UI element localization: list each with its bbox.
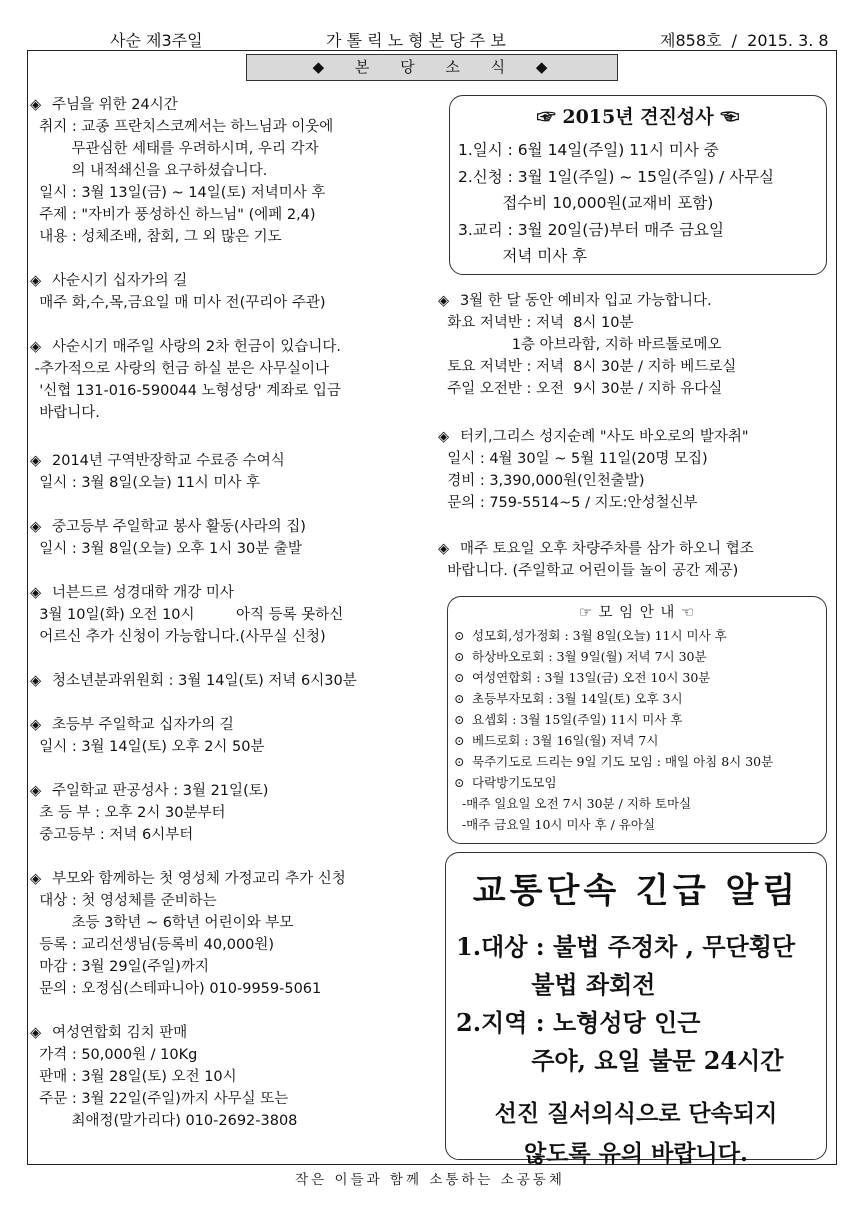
circle-bullet-icon: ⊙ — [454, 733, 465, 748]
meeting-item — [454, 646, 826, 667]
notice-line: 무관심한 세태를 우려하시며, 우리 각자 — [30, 141, 319, 157]
notice-title: 사순시기 십자가의 길 — [52, 273, 188, 289]
confirmation-line: 저녁 미사 후 — [458, 247, 588, 265]
notice-line: 내용 : 성체조배, 참회, 그 외 많은 기도 — [30, 229, 282, 245]
notice-title: 매주 토요일 오후 차량주차를 삼가 하오니 협조 — [460, 541, 754, 557]
notice-s3 — [30, 336, 450, 424]
notice-line: 문의 : 오정심(스테파니아) 010-9959-5061 — [30, 981, 322, 997]
notice-line: -추가적으로 사랑의 헌금 하실 분은 사무실이나 — [30, 361, 330, 377]
notice-line: 바랍니다. (주일학교 어린이들 놀이 공간 제공) — [438, 563, 739, 579]
confirmation-line: 3.교리 : 3월 20일(금)부터 매주 금요일 — [458, 220, 725, 239]
notice-line: 매주 화,수,목,금요일 매 미사 전(꾸리아 주관) — [30, 295, 326, 311]
notice-line: 중고등부 : 저녁 6시부터 — [30, 827, 194, 843]
notice-line: 일시 : 3월 13일(금) ~ 14일(토) 저녁미사 후 — [30, 185, 326, 201]
footer-slogan: 작은 이들과 함께 소통하는 소공동체 — [295, 1172, 565, 1188]
notice-title-row — [30, 670, 450, 692]
notice-line: 토요 저녁반 : 저녁 8시 30분 / 지하 베드로실 — [438, 359, 737, 375]
notice-line: 화요 저녁반 : 저녁 8시 10분 — [438, 315, 634, 331]
notice-title-row — [30, 780, 450, 802]
notice-s6 — [30, 582, 450, 648]
notice-line: 일시 : 3월 14일(토) 오후 2시 50분 — [30, 739, 265, 755]
notice-title-row — [438, 426, 838, 448]
meeting-box — [447, 596, 827, 844]
meeting-item-text: 다락방기도모임 — [472, 775, 557, 790]
notice-line: 등록 : 교리선생님(등록비 40,000원) — [30, 937, 275, 953]
meeting-item-text: 묵주기도로 드리는 9일 기도 모임 : 매일 아침 8시 30분 — [472, 754, 774, 769]
notice-line: 어르신 추가 신청이 가능합니다.(사무실 신청) — [30, 629, 326, 645]
meeting-item — [454, 667, 826, 688]
header-center: 가 톨 릭 노 형 본 당 주 보 — [326, 31, 506, 50]
circle-bullet-icon: ⊙ — [454, 775, 465, 790]
meeting-item — [454, 751, 826, 772]
circle-bullet-icon: ⊙ — [454, 754, 465, 769]
meeting-item-text: 초등부자모회 : 3월 14일(토) 오후 3시 — [472, 691, 683, 706]
notice-line: 일시 : 4월 30일 ~ 5월 11일(20명 모집) — [438, 451, 708, 467]
notice-line: 최애정(말가리다) 010-2692-3808 — [30, 1113, 298, 1129]
meeting-item-text: 요셉회 : 3월 15일(주일) 11시 미사 후 — [472, 712, 683, 727]
notice-title-row — [30, 1022, 450, 1044]
notice-s4 — [30, 450, 450, 494]
notice-title: 주님을 위한 24시간 — [52, 97, 178, 113]
notice-line: 주제 : "자비가 풍성하신 하느님" (에페 2,4) — [30, 207, 316, 223]
confirmation-line: 접수비 10,000원(교재비 포함) — [458, 194, 714, 212]
notice-r2 — [438, 426, 838, 514]
notice-s9 — [30, 780, 450, 846]
meeting-item-text: 성모회,성가정회 : 3월 8일(오늘) 11시 미사 후 — [472, 628, 727, 643]
notice-line: 마감 : 3월 29일(주일)까지 — [30, 959, 209, 975]
notice-title: 초등부 주일학교 십자가의 길 — [52, 717, 234, 733]
notice-title-row — [438, 538, 838, 560]
alert-line: 주야, 요일 불문 24시간 — [456, 1046, 784, 1075]
meeting-item-text: 하상바오로회 : 3월 9일(월) 저녁 7시 30분 — [472, 649, 707, 664]
notice-r1 — [438, 290, 838, 400]
meeting-sub-item: -매주 금요일 10시 미사 후 / 유아실 — [454, 817, 656, 832]
notice-line: 주문 : 3월 22일(주일)까지 사무실 또는 — [30, 1091, 289, 1107]
diamond-bullet-icon: ◈ — [30, 1025, 42, 1041]
notice-title-row — [30, 516, 450, 538]
notice-s10 — [30, 868, 450, 1000]
diamond-bullet-icon: ◈ — [30, 97, 42, 113]
notice-title: 사순시기 매주일 사랑의 2차 헌금이 있습니다. — [52, 339, 342, 355]
meeting-item — [454, 772, 826, 793]
notice-line: '신협 131-016-590044 노형성당' 계좌로 입금 — [30, 383, 341, 399]
diamond-bullet-icon: ◈ — [438, 541, 450, 557]
notice-line: 대상 : 첫 영성체를 준비하는 — [30, 893, 217, 909]
notice-line: 가격 : 50,000원 / 10Kg — [30, 1047, 198, 1063]
notice-title: 너븐드르 성경대학 개강 미사 — [52, 585, 234, 601]
notice-title: 청소년분과위원회 : 3월 14일(토) 저녁 6시30분 — [52, 673, 357, 689]
notice-line: 경비 : 3,390,000원(인천출발) — [438, 473, 645, 489]
meeting-item — [454, 625, 826, 646]
notice-title-row — [30, 270, 450, 292]
notice-line: 문의 : 759-5514~5 / 지도:안성철신부 — [438, 495, 698, 511]
notice-s8 — [30, 714, 450, 758]
notice-s7 — [30, 670, 450, 692]
alert-line: 2.지역 : 노형성당 인근 — [456, 1008, 701, 1037]
circle-bullet-icon: ⊙ — [454, 649, 465, 664]
notice-s1 — [30, 94, 450, 248]
circle-bullet-icon: ⊙ — [454, 670, 465, 685]
notice-s11 — [30, 1022, 450, 1132]
alert-title: 교통단속 긴급 알림 — [472, 871, 800, 911]
circle-bullet-icon: ⊙ — [454, 628, 465, 643]
diamond-bullet-icon: ◈ — [30, 871, 42, 887]
notice-s5 — [30, 516, 450, 560]
diamond-bullet-icon: ◈ — [438, 429, 450, 445]
notice-line: 1층 아브라함, 지하 바르톨로메오 — [438, 337, 722, 353]
section-title-bar: ◆ 본 당 소 식 ◆ — [246, 54, 618, 81]
meeting-item-text: 여성연합회 : 3월 13일(금) 오전 10시 30분 — [472, 670, 711, 685]
notice-title-row — [438, 290, 838, 312]
notice-s2 — [30, 270, 450, 314]
diamond-bullet-icon: ◈ — [30, 585, 42, 601]
diamond-bullet-icon: ◈ — [30, 519, 42, 535]
notice-line: 초 등 부 : 오후 2시 30분부터 — [30, 805, 226, 821]
notice-title-row — [30, 336, 450, 358]
notice-title-row — [30, 714, 450, 736]
notice-title-row — [30, 582, 450, 604]
notice-line: 의 내적쇄신을 요구하셨습니다. — [30, 163, 268, 179]
notice-title: 여성연합회 김치 판매 — [52, 1025, 188, 1041]
notice-line: 일시 : 3월 8일(오늘) 11시 미사 후 — [30, 475, 261, 491]
meeting-item — [454, 709, 826, 730]
notice-line: 일시 : 3월 8일(오늘) 오후 1시 30분 출발 — [30, 541, 302, 557]
notice-title: 주일학교 판공성사 : 3월 21일(토) — [52, 783, 269, 799]
notice-title-row — [30, 450, 450, 472]
meeting-title: ☞ 모 임 안 내 ☜ — [578, 605, 696, 621]
meeting-item-text: 베드로회 : 3월 16일(월) 저녁 7시 — [472, 733, 659, 748]
notice-title: 부모와 함께하는 첫 영성체 가정교리 추가 신청 — [52, 871, 346, 887]
notice-line: 취지 : 교종 프란치스코께서는 하느님과 이웃에 — [30, 119, 334, 135]
alert-closing-line: 선진 질서의식으로 단속되지 — [494, 1100, 778, 1127]
confirmation-line: 2.신청 : 3월 1일(주일) ~ 15일(주일) / 사무실 — [458, 167, 775, 186]
meeting-item — [454, 688, 826, 709]
meeting-sub-item: -매주 일요일 오전 7시 30분 / 지하 토마실 — [454, 796, 692, 811]
notice-line: 바랍니다. — [30, 405, 100, 421]
confirmation-line: 1.일시 : 6월 14일(주일) 11시 미사 중 — [458, 141, 719, 159]
notice-line: 3월 10일(화) 오전 10시 아직 등록 못하신 — [30, 607, 344, 623]
circle-bullet-icon: ⊙ — [454, 712, 465, 727]
notice-title-row — [30, 94, 450, 116]
alert-line: 1.대상 : 불법 주정차 , 무단횡단 — [456, 932, 796, 961]
notice-title: 3월 한 달 동안 예비자 입교 가능합니다. — [460, 293, 712, 309]
notice-line: 초등 3학년 ~ 6학년 어린이와 부모 — [30, 915, 294, 931]
diamond-bullet-icon: ◈ — [30, 339, 42, 355]
header-left: 사순 제3주일 — [110, 31, 203, 50]
alert-closing-line: 않도록 유의 바랍니다. — [524, 1140, 748, 1167]
alert-line: 불법 좌회전 — [456, 970, 656, 999]
diamond-bullet-icon: ◈ — [30, 673, 42, 689]
diamond-bullet-icon: ◈ — [30, 717, 42, 733]
meeting-item — [454, 730, 826, 751]
notice-line: 주일 오전반 : 오전 9시 30분 / 지하 유다실 — [438, 381, 723, 397]
circle-bullet-icon: ⊙ — [454, 691, 465, 706]
confirmation-title: ☞ 2015년 견진성사 ☜ — [536, 106, 740, 128]
diamond-bullet-icon: ◈ — [30, 453, 42, 469]
notice-title-row — [30, 868, 450, 890]
notice-title: 터키,그리스 성지순례 "사도 바오로의 발자취" — [460, 429, 749, 445]
header-right: 제858호 / 2015. 3. 8 — [660, 31, 829, 50]
diamond-bullet-icon: ◈ — [438, 293, 450, 309]
notice-r3 — [438, 538, 838, 582]
notice-title: 중고등부 주일학교 봉사 활동(사라의 집) — [52, 519, 306, 535]
diamond-bullet-icon: ◈ — [30, 273, 42, 289]
confirmation-box — [449, 95, 827, 275]
traffic-alert-box — [445, 852, 827, 1167]
diamond-bullet-icon: ◈ — [30, 783, 42, 799]
notice-line: 판매 : 3월 28일(토) 오전 10시 — [30, 1069, 237, 1085]
notice-title: 2014년 구역반장학교 수료증 수여식 — [52, 453, 285, 469]
